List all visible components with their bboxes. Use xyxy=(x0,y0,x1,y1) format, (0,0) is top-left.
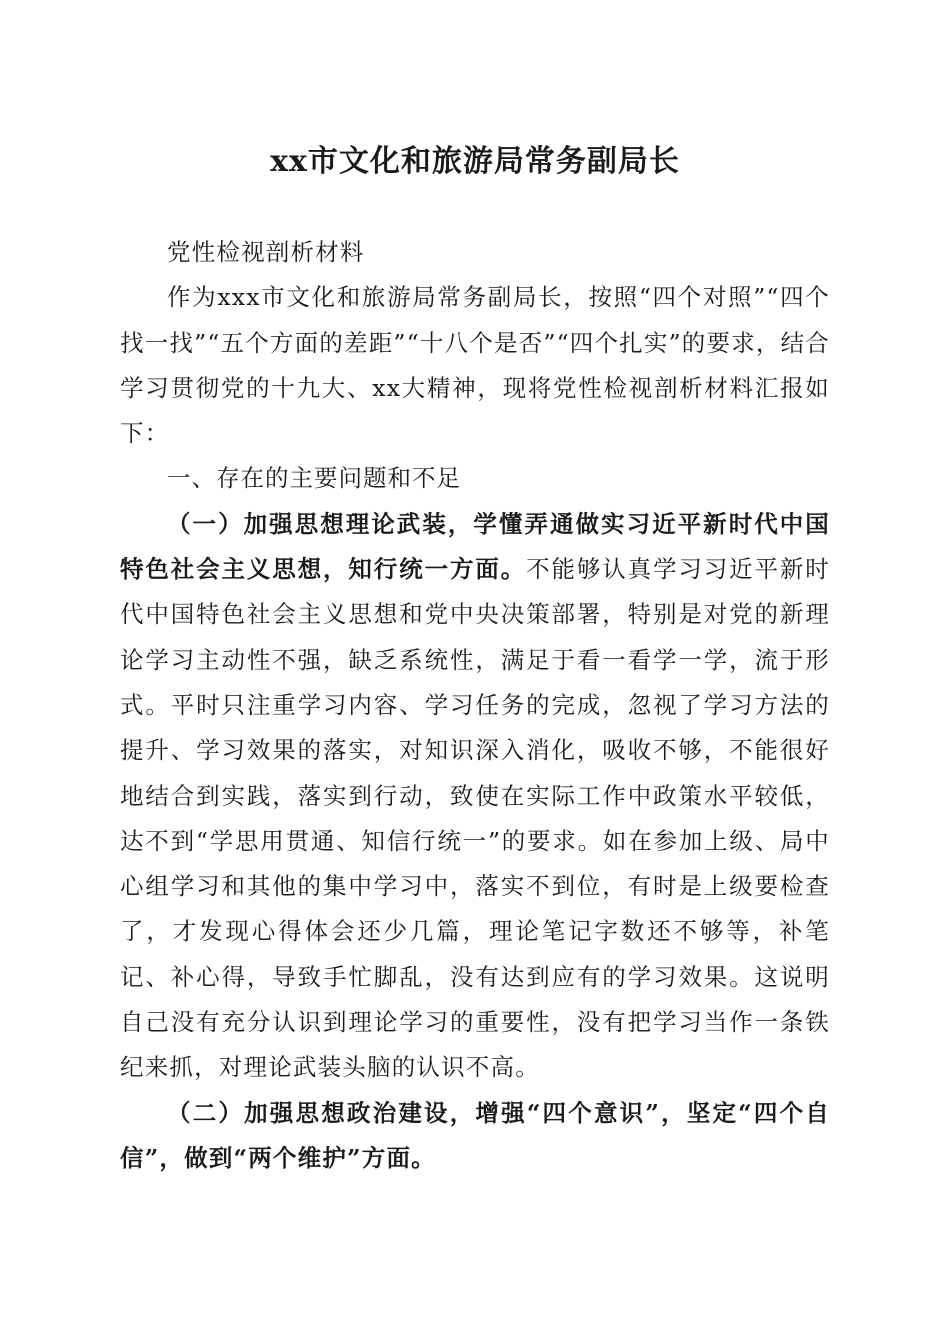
item-one-paragraph xyxy=(120,502,830,1091)
document-body xyxy=(120,230,830,1181)
section-one-heading: 一、存在的主要问题和不足 xyxy=(167,464,461,493)
document-title: xx市文化和旅游局常务副局长 xyxy=(270,144,680,179)
item-two-heading: （二）加强思想政治建设，增强“四个意识”，坚定“四个自信”，做到“两个维护”方面。 xyxy=(120,1098,830,1172)
document-subtitle: 党性检视剖析材料 xyxy=(167,238,365,266)
item-one-body: 不能够认真学习习近平新时代中国特色社会主义思想和党中央决策部署，特别是对党的新理论学习主动性不强，缺乏系统性，满足于看一看学一学，流于形式。平时只注重学习内容、学习任务的完成，忽视了学习方法的提升、学习效果的落实，对知识深入消化，吸收不够，不能很好地结合到实践，落实到行动，致使在实际工作中政策水平较低，达不到“学思用贯通、知信行统一”的要求。如在参加上级、局中心组学习和其他的集中学习中，落实不到位，有时是上级要检查了，才发现心得体会还少几篇，理论笔记字数还不够等，补笔记、补心得，导致手忙脚乱，没有达到应有的学习效果。这说明自己没有充分认识到理论学习的重要性，没有把学习当作一条铁纪来抓，对理论武装头脑的认识不高。 xyxy=(120,555,831,1082)
intro-paragraph: 作为xxx市文化和旅游局常务副局长，按照“四个对照”“四个找一找”“五个方面的差距”“十八个是否”“四个扎实”的要求，结合学习贯彻党的十九大、xx大精神，现将党性检视剖析材料汇报如下： xyxy=(120,283,830,448)
item-one-heading: （一）加强思想理论武装，学懂弄通做实习近平新时代中国特色社会主义思想，知行统一方面。 xyxy=(120,509,830,584)
